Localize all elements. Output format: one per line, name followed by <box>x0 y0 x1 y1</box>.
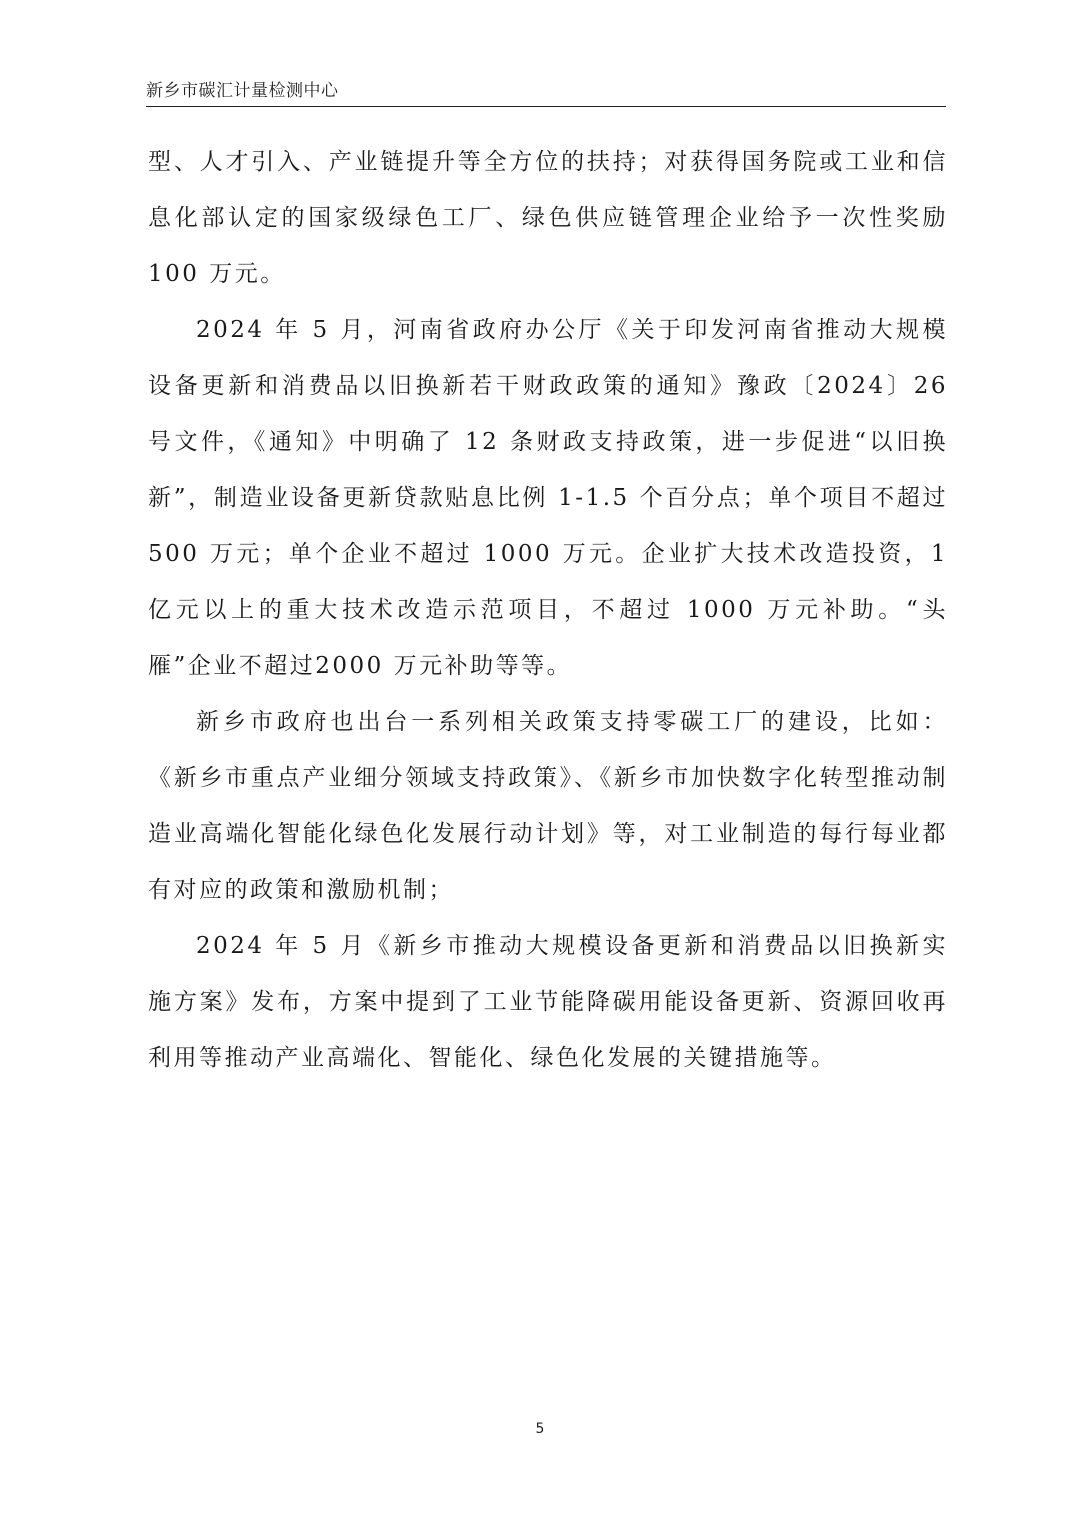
paragraph-1: 型、人才引入、产业链提升等全方位的扶持；对获得国务院或工业和信息化部认定的国家级绿色工厂、绿色供应链管理企业给予一次性奖励 100 万元。 <box>148 149 948 287</box>
paragraph-3: 新乡市政府也出台一系列相关政策支持零碳工厂的建设，比如：《新乡市重点产业细分领域支持政策》、《新乡市加快数字化转型推动制造业高端化智能化绿色化发展行动计划》等，对工业制造的每行每业都有对应的政策和激励机制； <box>148 709 948 903</box>
page-header <box>146 80 946 107</box>
paragraph-4: 2024 年 5 月《新乡市推动大规模设备更新和消费品以旧换新实施方案》发布，方案中提到了工业节能降碳用能设备更新、资源回收再利用等推动产业高端化、智能化、绿色化发展的关键措施等。 <box>148 933 948 1071</box>
header-title: 新乡市碳汇计量检测中心 <box>146 81 339 101</box>
page-number: 5 <box>535 1421 545 1437</box>
paragraph-2: 2024 年 5 月，河南省政府办公厅《关于印发河南省推动大规模设备更新和消费品以旧换新若干财政政策的通知》豫政〔2024〕26 号文件，《通知》中明确了 12 条财政支持政策，进一步促进“以旧换新”，制造业设备更新贷款贴息比例 1-1.5 个百分点；单个项目不超过500 万元；单个企业不超过 1000 万元。企业扩大技术改造投资，1 亿元以上的重大技术改造示范项目，不超过 1000 万元补助。“头雁”企业不超过2000 万元补助等等。 <box>148 317 948 679</box>
body-text <box>148 134 948 1086</box>
